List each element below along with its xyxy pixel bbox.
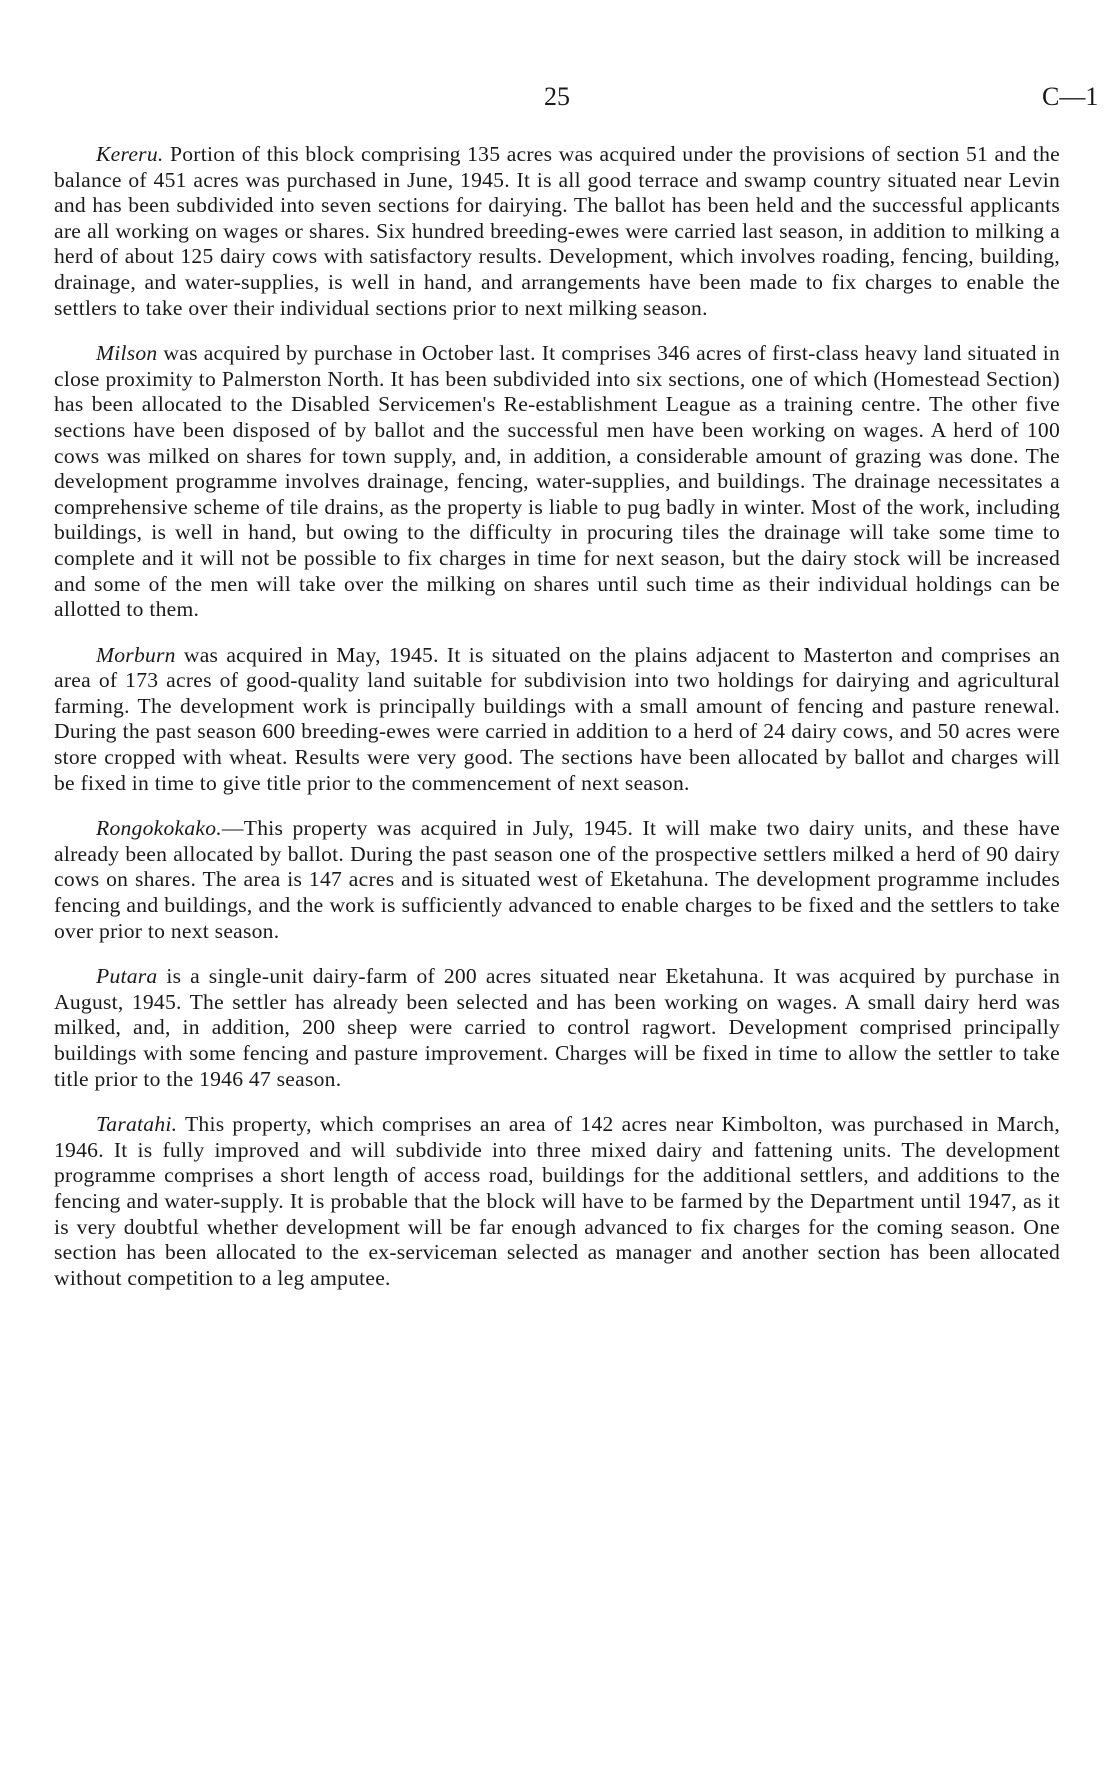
paragraph-rongokokako (54, 816, 1060, 944)
paragraph-milson (54, 341, 1060, 623)
paragraph-taratahi (54, 1112, 1060, 1291)
page-header (0, 80, 1114, 120)
paragraph-morburn (54, 643, 1060, 797)
block-name: Rongokokako. (96, 816, 222, 841)
paragraph-text: was acquired by purchase in October last. It comprises 346 acres of first-class heavy land situated in close proximity to Palmerston North. It has been subdivided into six sections, one of which (Homestead Section) has been allocated to the Disabled Servicemen's Re-establishment League as a training centre. The other five sections have been disposed of by ballot and the successful men have been working on wages. A herd of 100 cows was milked on shares for town supply, and, in addition, a considerable amount of grazing was done. The development programme involves drainage, fencing, water-supplies, and buildings. The drainage necessitates a comprehensive scheme of tile drains, as the property is liable to pug badly in winter. Most of the work, including buildings, is well in hand, but owing to the difficulty in procuring tiles the drainage will take some time to complete and it will not be possible to fix charges in time for next season, but the dairy stock will be increased and some of the men will take over the milking on shares until such time as their individual holdings can be allotted to them. (54, 341, 1060, 622)
paragraph-kereru (54, 142, 1060, 321)
body-text (54, 142, 1060, 1311)
block-name: Morburn (96, 642, 176, 667)
paragraph-text: was acquired in May, 1945. It is situated on the plains adjacent to Masterton and comprises an area of 173 acres of good-quality land suitable for subdivision into two holdings for dairying and agricultural farming. The development work is principally buildings with a small amount of fencing and pasture renewal. During the past season 600 breeding-ewes were carried in addition to a herd of 24 dairy cows, and 50 acres were store cropped with wheat. Results were very good. The sections have been allocated by ballot and charges will be fixed in time to give title prior to the commencement of next season. (54, 642, 1060, 795)
paragraph-text: is a single-unit dairy-farm of 200 acres situated near Eketahuna. It was acquired by purchase in August, 1945. The settler has already been selected and has been working on wages. A small dairy herd was milked, and, in addition, 200 sheep were carried to control ragwort. Development comprised principally buildings with some fencing and pasture improvement. Charges will be fixed in time to allow the settler to take title prior to the 1946 47 season. (54, 964, 1060, 1091)
paragraph-text: Portion of this block comprising 135 acres was acquired under the provisions of section 51 and the balance of 451 acres was purchased in June, 1945. It is all good terrace and swamp country situated near Levin and has been subdivided into seven sections for dairying. The ballot has been held and the successful applicants are all working on wages or shares. Six hundred breeding-ewes were carried last season, in addition to milking a herd of about 125 dairy cows with satisfactory results. Development, which involves roading, fencing, building, drainage, and water-supplies, is well in hand, and arrangements have been made to fix charges to enable the settlers to take over their individual sections prior to next milking season. (54, 142, 1060, 320)
block-name: Taratahi. (96, 1112, 178, 1137)
paragraph-putara (54, 964, 1060, 1092)
paragraph-text: —This property was acquired in July, 1945. It will make two dairy units, and these have already been allocated by ballot. During the past season one of the prospective settlers milked a herd of 90 dairy cows on shares. The area is 147 acres and is situated west of Eketahuna. The development programme includes fencing and buildings, and the work is sufficiently advanced to enable charges to be fixed and the settlers to take over prior to next season. (54, 816, 1060, 943)
block-name: Kereru. (96, 142, 164, 166)
block-name: Milson (96, 341, 158, 366)
block-name: Putara (96, 964, 158, 989)
document-reference: C—1 (1042, 82, 1099, 111)
page-number: 25 (544, 82, 570, 111)
paragraph-text: This property, which comprises an area of 142 acres near Kimbolton, was purchased in March, 1946. It is fully improved and will subdivide into three mixed dairy and fattening units. The development programme comprises a short length of access road, buildings for the additional settlers, and additions to the fencing and water-supply. It is probable that the block will have to be farmed by the Department until 1947, as it is very doubtful whether development will be far enough advanced to fix charges for the coming season. One section has been allocated to the ex-serviceman selected as manager and another section has been allocated without competition to a leg amputee. (54, 1112, 1060, 1290)
